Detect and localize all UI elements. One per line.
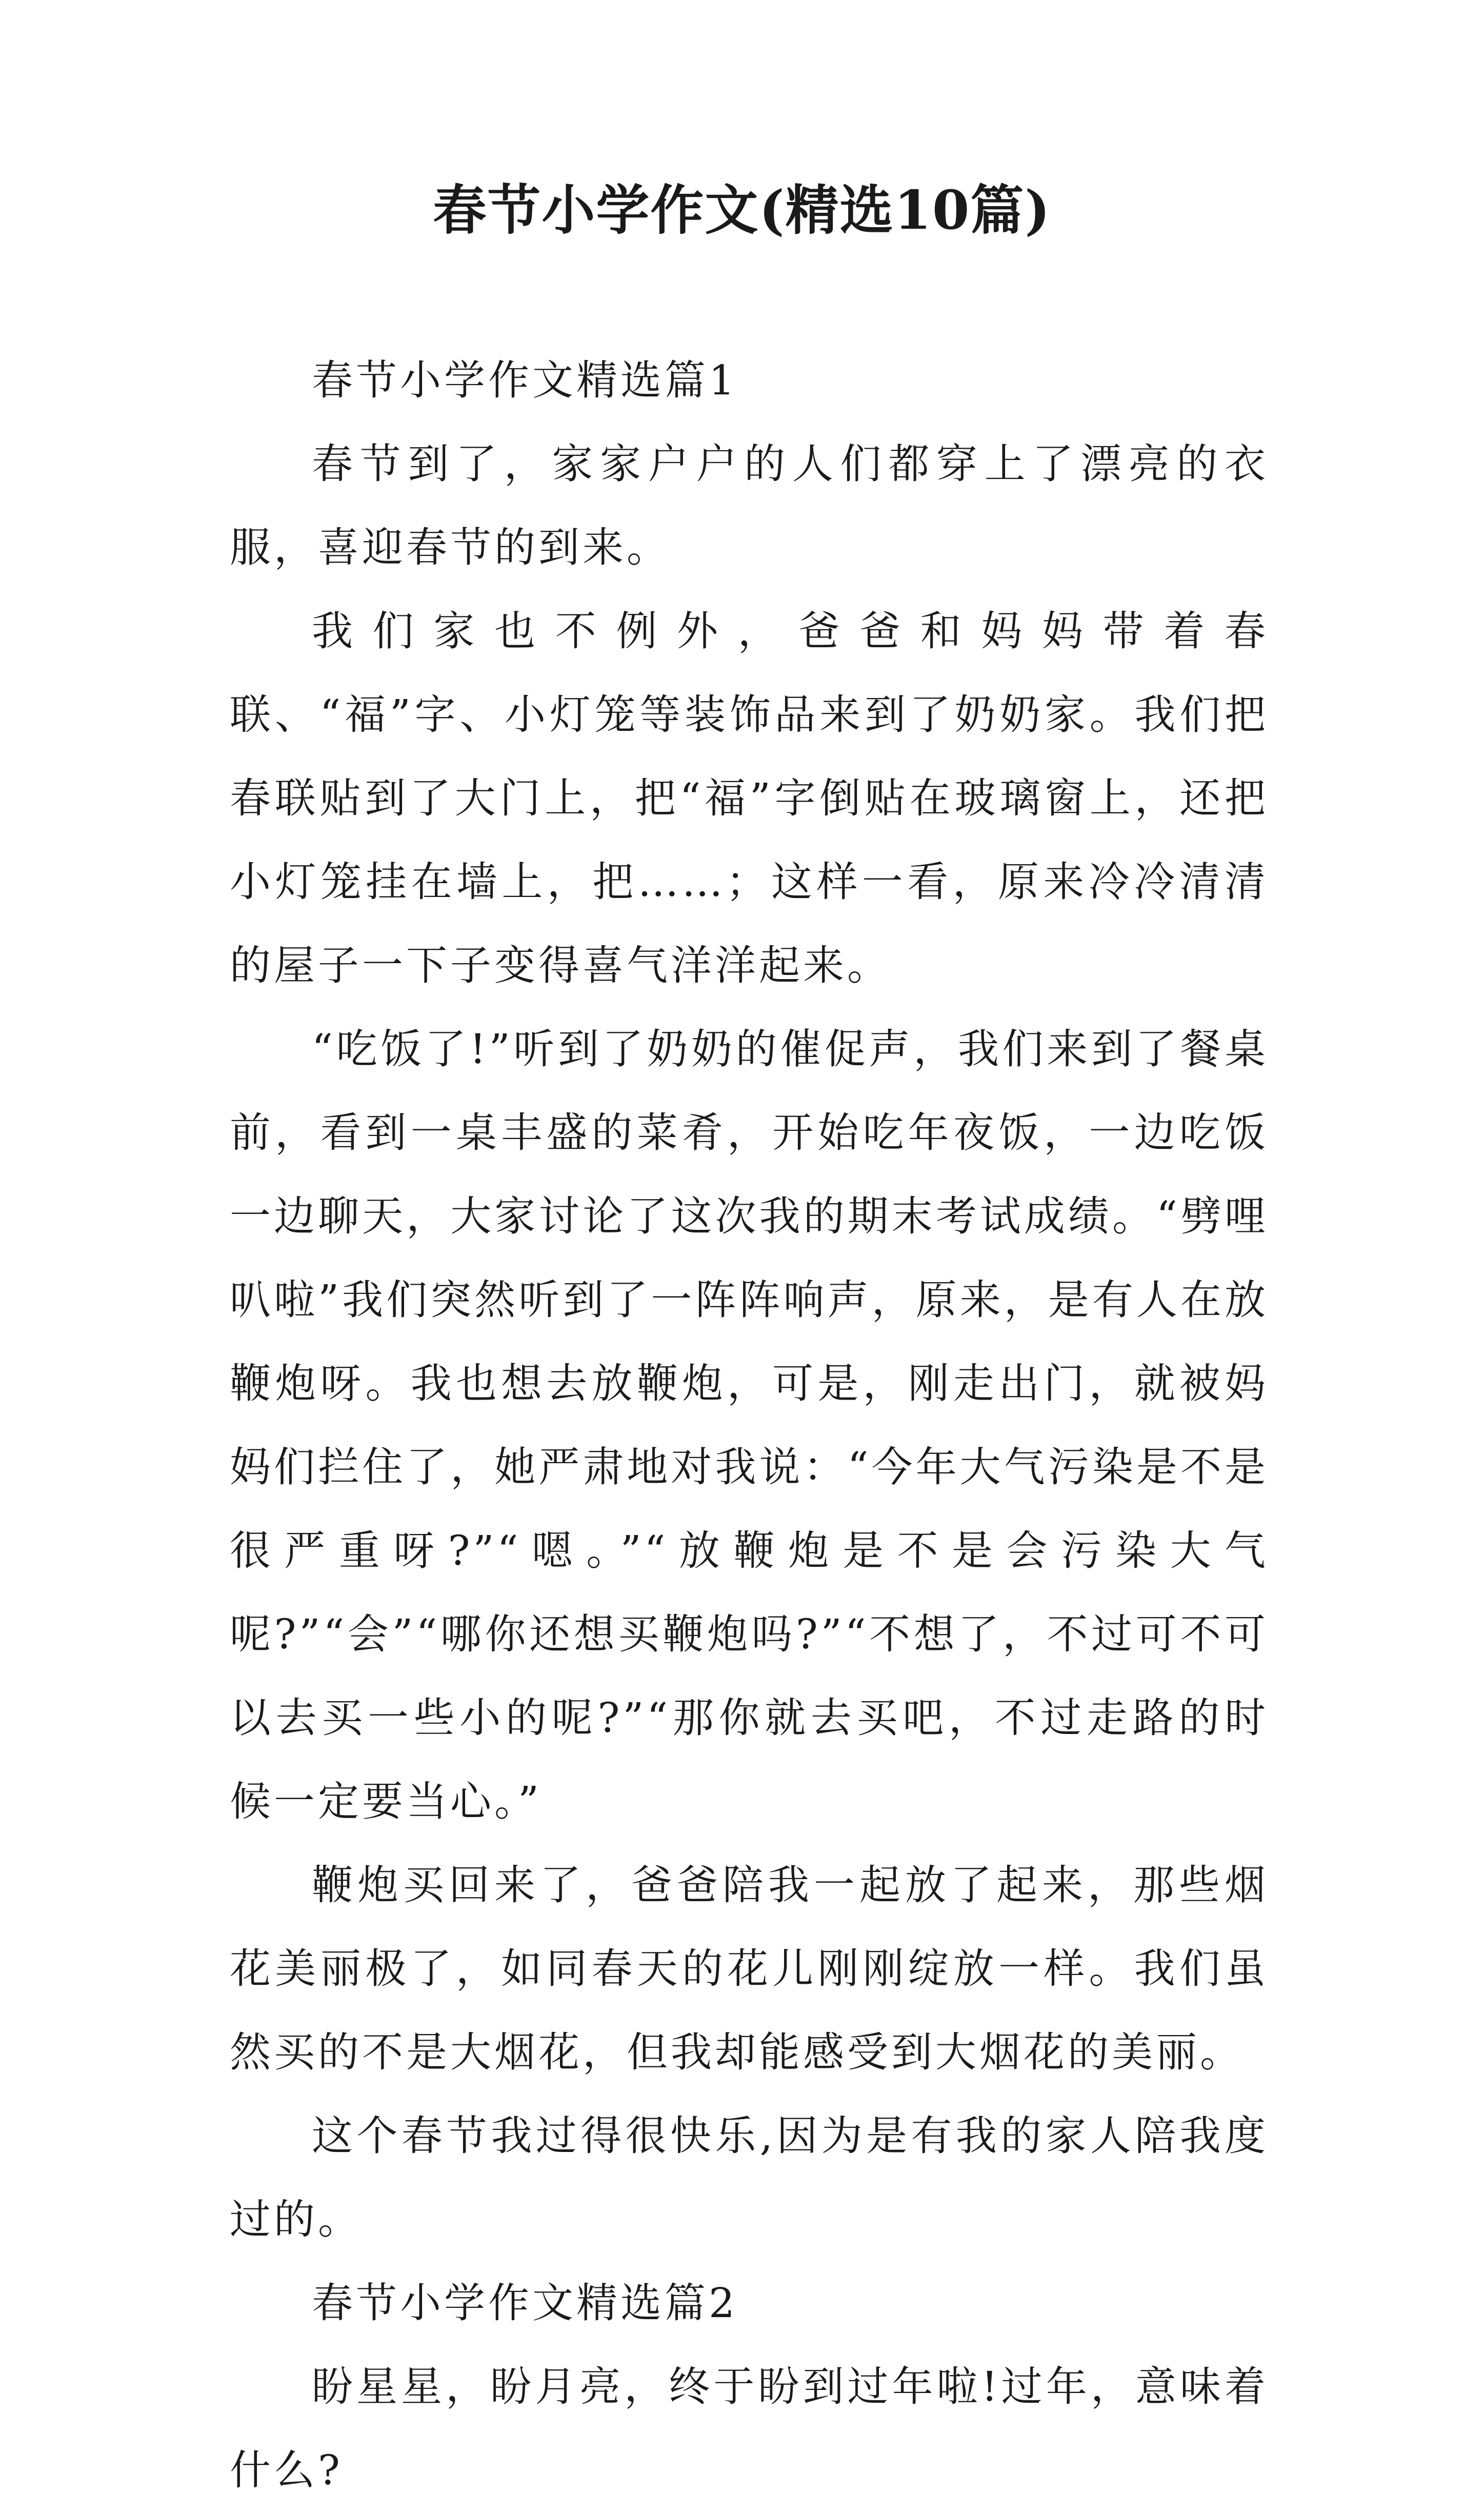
paragraph: 我们家也不例外，爸爸和妈妈带着春联、“福”字、小灯笼等装饰品来到了奶奶家。我们把春联贴到了大门上，把“福”字倒贴在玻璃窗上，还把小灯笼挂在墙上，把……；这样一看，原来冷冷清清的屋子一下子变得喜气洋洋起来。 (230, 607, 1269, 989)
paragraph: 春节到了，家家户户的人们都穿上了漂亮的衣服，喜迎春节的到来。 (230, 440, 1269, 571)
document-title: 春节小学作文(精选10篇) (433, 178, 1051, 242)
document-body (230, 338, 1269, 2512)
section-heading-2: 春节小学作文精选篇2 (312, 2279, 738, 2327)
section-heading-1: 春节小学作文精选篇1 (312, 356, 738, 404)
paragraph: 这个春节我过得很快乐,因为是有我的家人陪我度过的。 (230, 2112, 1269, 2243)
paragraph: “吃饭了!”听到了奶奶的催促声，我们来到了餐桌前，看到一桌丰盛的菜肴，开始吃年夜饭，一边吃饭一边聊天，大家讨论了这次我的期末考试成绩。“劈哩叭啦”我们突然听到了一阵阵响声，原来，是有人在放鞭炮呀。我也想去放鞭炮，可是，刚走出门，就被妈妈们拦住了，她严肃地对我说：“今年大气污染是不是很严重呀?”“嗯。”“放鞭炮是不是会污染大气呢?”“会”“哪你还想买鞭炮吗?”“不想了，不过可不可以去买一些小的呢?”“那你就去买吧，不过走路的时候一定要当心。” (230, 1025, 1269, 1825)
paragraph: 盼星星，盼月亮，终于盼到过年啦!过年，意味着什么? (230, 2363, 1269, 2494)
paragraph: 鞭炮买回来了，爸爸陪我一起放了起来，那些烟花美丽极了，如同春天的花儿刚刚绽放一样。我们虽然买的不是大烟花，但我却能感受到大烟花的美丽。 (230, 1861, 1269, 2076)
